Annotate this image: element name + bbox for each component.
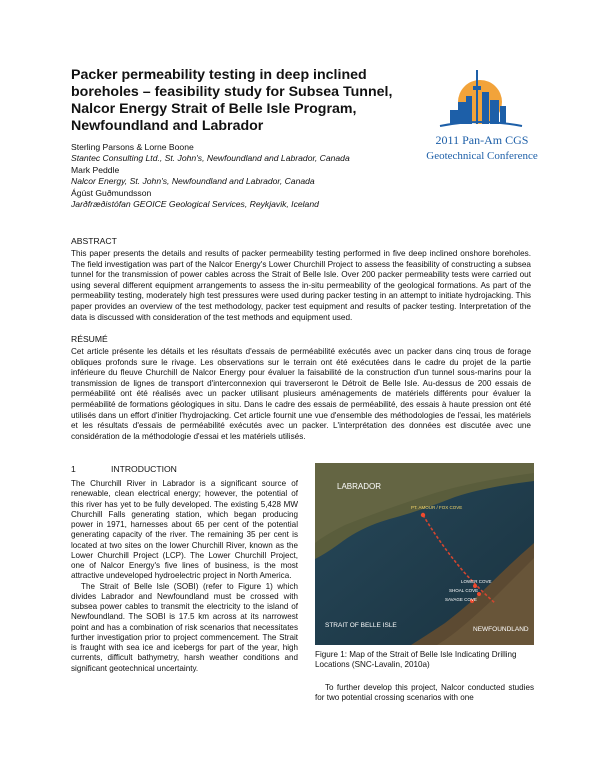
location-marker	[421, 513, 425, 517]
map-label-pt-amour: PT. AMOUR / FOX COVE	[411, 505, 463, 510]
map-label-lower-cove: LOWER COVE	[461, 579, 492, 584]
map-label-shoal-cove: SHOAL COVE	[449, 588, 479, 593]
abstract-heading: ABSTRACT	[71, 236, 117, 246]
abstract-text: This paper presents the details and results of packer permeability testing performed in five deep inclined onshore boreholes. The field investigation was part of the Nalcor Energy's Lower Churchill Project to assess the feasibility of constructing a subsea tunnel for the transmission of power cables across the Strait of Belle Isle. Over 200 packer permeability tests were carried out using several different equipment arrangements to assess the in-situ permeability of the geological formations. As part of the permeability testing, moderately high test pressures were used during packer testing in an attempt to initiate hydrojacking. This paper provides an overview of the test methodology, packer test equipment and results of packer testing. Interpretation of the data is discussed with consideration of the test methods and equipment used.	[71, 249, 531, 322]
author-affiliation: Stantec Consulting Ltd., St. John's, Newfoundland and Labrador, Canada	[71, 153, 350, 164]
author-affiliation: Nalcor Energy, St. John's, Newfoundland and Labrador, Canada	[71, 176, 315, 187]
figure-1-map	[315, 463, 534, 645]
strait-map	[315, 463, 534, 645]
paragraph: The Strait of Belle Isle (SOBI) (refer to Figure 1) which divides Labrador and Newfoundland must be crossed with subsea power cables to transmit the electricity to the island of Newfoundland. The SOBI is 17.5 km across at its narrowest point and has a combination of risk scenarios that necessitates further investigation prior to project commencement. The Strait is fraught with sea ice and icebergs for part of the year, high currents, difficult bathymetry, harsh weather conditions and significant geotechnical uncertainty.	[71, 581, 298, 673]
map-label-savage-cove: SAVAGE COVE	[445, 597, 477, 602]
resume-section	[71, 334, 531, 442]
logo-conference-text: Geotechnical Conference	[426, 150, 538, 162]
section-number: 1	[71, 464, 76, 474]
paper-title: Packer permeability testing in deep inclined boreholes – feasibility study for Subsea Tunnel, Nalcor Energy Strait of Belle Isle Program, Newfoundland and Labrador	[71, 67, 393, 134]
figure-caption: Figure 1: Map of the Strait of Belle Isle Indicating Drilling Locations (SNC-Lavalin, 2010a)	[315, 650, 517, 670]
map-label-labrador: LABRADOR	[337, 482, 382, 491]
abstract-section	[71, 236, 531, 323]
introduction-body	[71, 479, 298, 674]
right-column-body	[315, 683, 534, 704]
map-label-strait: STRAIT OF BELLE ISLE	[325, 622, 397, 629]
logo-year-text: 2011 Pan-Am CGS	[435, 133, 529, 147]
author-block	[71, 142, 451, 210]
introduction-heading	[71, 464, 177, 474]
author-name: Sterling Parsons & Lorne Boone	[71, 142, 194, 152]
paragraph: The Churchill River in Labrador is a significant source of renewable, clean electrical energy; however, the potential of this river has yet to be fully developed. The existing 5,428 MW Churchill Falls generating station, which began producing power in 1971, harnesses about 65 per cent of the potential generating capacity of the river. The remaining 35 per cent is located at two sites on the lower Churchill River, known as the Lower Churchill Project (LCP). The Lower Churchill Project, one of Nalcor Energy's five lines of business, is the most attractive undeveloped hydroelectric project in North America.	[71, 479, 298, 581]
map-label-newfoundland: NEWFOUNDLAND	[473, 626, 529, 633]
author-name: Mark Peddle	[71, 164, 120, 175]
paragraph: To further develop this project, Nalcor conducted studies for two potential crossing scenarios with one	[315, 683, 534, 703]
author-name: Ágúst Guðmundsson	[71, 187, 152, 198]
section-title: INTRODUCTION	[111, 464, 177, 474]
resume-heading: RÉSUMÉ	[71, 334, 108, 344]
author-affiliation: Jarðfræðistófan GEOICE Geological Services, Reykjavik, Iceland	[71, 199, 319, 210]
resume-text: Cet article présente les détails et les résultats d'essais de perméabilité exécutés avec un packer dans cinq trous de forage obliques profonds sure le rivage. Les observations sur le terrain ont été exécutées dans le cadre du projet de la partie inférieure du fleuve Churchill de Nalcor Energy pour évaluer la faisabilité de la construction d'un tunnel sous-marins pour la transmission de lignes de transport d'interconnexion qui traverseront le Détroit de Belle Isle. Au-dessus de 200 essais de perméabilité ont été réalisés avec un packer utilisant plusieurs aménagements de matériels différents pour évaluer la perméabilité de formations géologiques in situ. Dans le cadre des essais de perméabilité, des essais à haute pression ont été utilisés dans un effort d'initier l'hydrojacking. Cet article fournit une vue d'ensemble des méthodologies de l'essai, les matériels et les résultats d'essais de perméabilité exécutés avec un packer. L'interprétation des données est discutée avec une considération de la méthodologie d'essai et les matériels utilisés.	[71, 347, 531, 441]
